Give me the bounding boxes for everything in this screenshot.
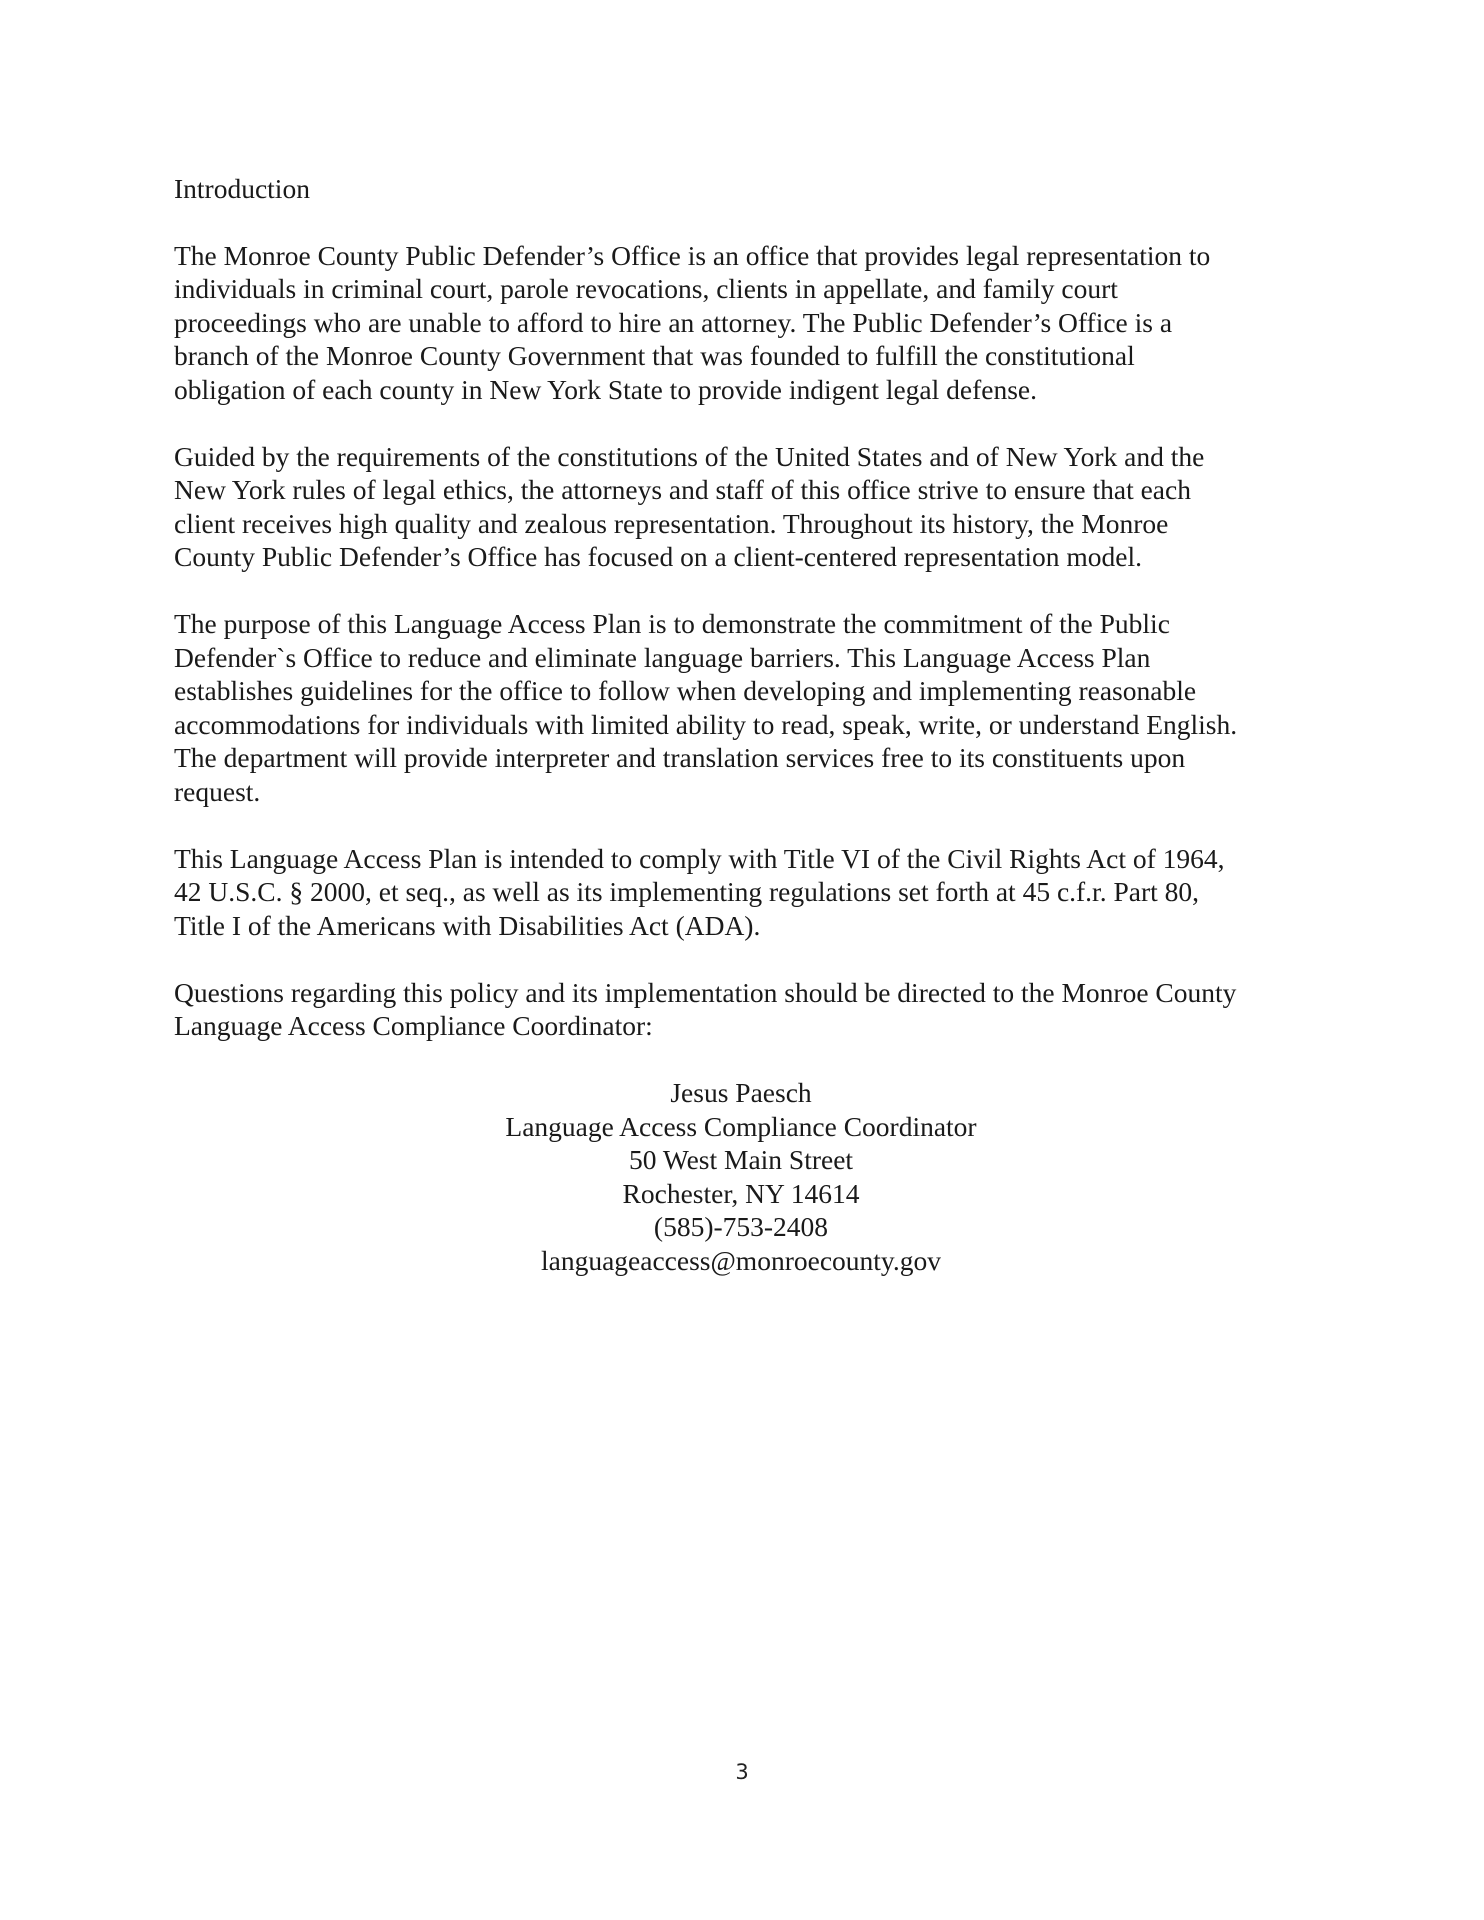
contact-block — [174, 1076, 1308, 1277]
section-heading: Introduction — [174, 173, 310, 204]
paragraph-purpose — [174, 607, 1334, 808]
text-line: The purpose of this Language Access Plan is to demonstrate the commitment of the Public — [174, 608, 1170, 639]
paragraph-questions — [174, 976, 1334, 1043]
contact-street: 50 West Main Street — [628, 1144, 854, 1175]
text-line: accommodations for individuals with limited ability to read, speak, write, or understand English. — [174, 708, 1238, 740]
contact-city: Rochester, NY 14614 — [622, 1177, 860, 1209]
text-line: Guided by the requirements of the constitutions of the United States and of New York and the — [174, 440, 1205, 472]
text-line: 42 U.S.C. § 2000, et seq., as well as its implementing regulations set forth at 45 c.f.r. Part 80, — [174, 876, 1199, 907]
text-line: Language Access Compliance Coordinator: — [174, 1010, 653, 1041]
text-line: establishes guidelines for the office to follow when developing and implementing reasonable — [174, 675, 1197, 706]
contact-phone: (585)-753-2408 — [653, 1211, 829, 1242]
text-line: The Monroe County Public Defender’s Office is an office that provides legal representation to — [174, 239, 1211, 271]
text-line: The department will provide interpreter and translation services free to its constituents upon — [174, 742, 1186, 773]
text-line: Questions regarding this policy and its implementation should be directed to the Monroe County — [174, 976, 1237, 1008]
page-number: 3 — [735, 1760, 749, 1784]
text-line: County Public Defender’s Office has focused on a client-centered representation model. — [174, 541, 1143, 572]
text-line: New York rules of legal ethics, the attorneys and staff of this office strive to ensure that each — [174, 474, 1191, 505]
text-line: request. — [174, 775, 261, 807]
text-line: Title I of the Americans with Disabilities Act (ADA). — [174, 909, 761, 941]
document-body — [174, 172, 1334, 1277]
contact-name: Jesus Paesch — [670, 1077, 812, 1108]
text-line: proceedings who are unable to afford to hire an attorney. The Public Defender’s Office is a — [174, 306, 1173, 338]
paragraph-mission — [174, 440, 1334, 574]
text-line: client receives high quality and zealous representation. Throughout its history, the Monroe — [174, 507, 1169, 539]
text-line: This Language Access Plan is intended to comply with Title VI of the Civil Rights Act of 1964, — [174, 842, 1225, 874]
text-line: individuals in criminal court, parole revocations, clients in appellate, and family court — [174, 273, 1118, 304]
paragraph-office-overview — [174, 239, 1334, 407]
text-line: Defender`s Office to reduce and eliminate language barriers. This Language Access Plan — [174, 641, 1151, 673]
contact-email: languageaccess@monroecounty.gov — [541, 1244, 941, 1276]
text-line: branch of the Monroe County Government that was founded to fulfill the constitutional — [174, 340, 1135, 371]
text-line: obligation of each county in New York State to provide indigent legal defense. — [174, 373, 1038, 405]
contact-title: Language Access Compliance Coordinator — [505, 1110, 977, 1142]
paragraph-compliance — [174, 842, 1334, 943]
